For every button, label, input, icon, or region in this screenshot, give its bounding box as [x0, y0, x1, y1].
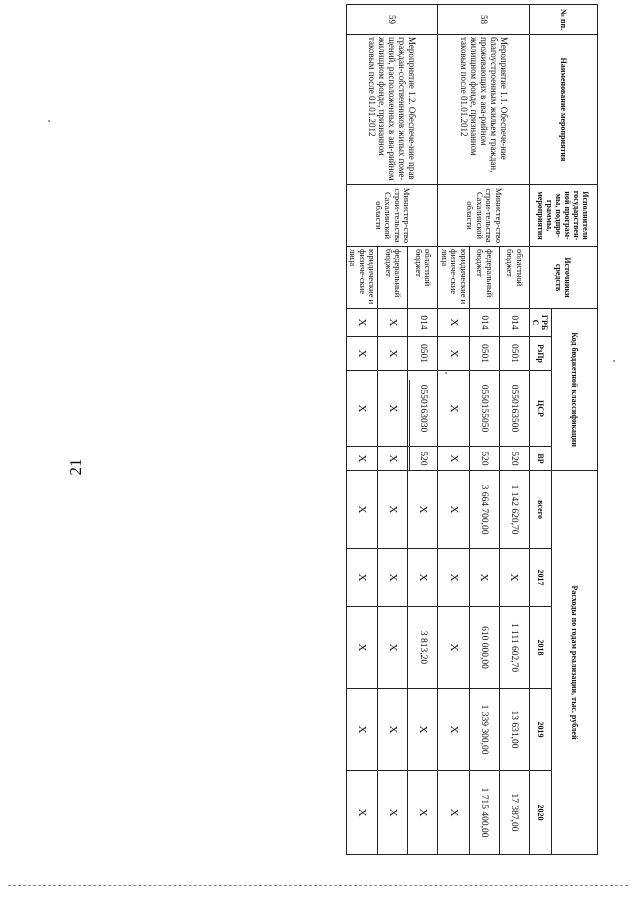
cell-grbs: 014: [500, 309, 530, 337]
cell-2019: X: [408, 689, 438, 771]
header-executor: Исполнители государствен-ной програм-мы, подпро-граммы, мероприятия: [530, 185, 598, 247]
header-vr: ВР: [530, 447, 552, 471]
funding-source: областной бюджет: [500, 247, 530, 309]
cell-2020: 1 715 400,00: [470, 771, 500, 855]
cell-2019: X: [378, 689, 408, 771]
cell-csr: 0550163030: [408, 371, 438, 447]
cell-2019: 1 339 300,00: [470, 689, 500, 771]
activity-name: Мероприятие 1.2. Обеспече-ние прав граждан-собственников жилых поме-щений, расположенных в ава-рийном жилищном фонде, признанном таковым после 01.01.2012: [347, 35, 439, 185]
cell-vr: 520: [470, 447, 500, 471]
cell-vr: X: [438, 447, 470, 471]
header-expense-group: Расходы по годам реализации, тыс. рублей: [552, 471, 598, 855]
budget-table: [346, 4, 598, 855]
header-row-1: [552, 5, 598, 855]
table-row: [408, 5, 438, 855]
cell-2017: X: [378, 549, 408, 607]
header-total: всего: [530, 471, 552, 549]
cell-2018: X: [378, 607, 408, 689]
cell-rzpr: 0501: [408, 337, 438, 371]
cell-total: X: [438, 471, 470, 549]
funding-source: юридические и физиче-ские лица: [438, 247, 470, 309]
cell-total: X: [378, 471, 408, 549]
cell-csr: 0550155050: [470, 371, 500, 447]
scan-speck: [613, 360, 615, 362]
funding-source: юридические и физиче-ские лица: [347, 247, 379, 309]
cell-rzpr: X: [347, 337, 379, 371]
activity-num: 58: [438, 5, 530, 35]
header-grbs: ГРБ С: [530, 309, 552, 337]
cell-total: 1 142 620,70: [500, 471, 530, 549]
cell-vr: X: [378, 447, 408, 471]
cell-2020: X: [347, 771, 379, 855]
cell-2020: X: [438, 771, 470, 855]
cell-grbs: X: [378, 309, 408, 337]
cell-2017: X: [347, 549, 379, 607]
cell-2017: X: [500, 549, 530, 607]
cell-total: X: [347, 471, 379, 549]
activity-executor: Министер-ство строи-тельства Сахалинской области: [347, 185, 439, 247]
cell-2017: X: [470, 549, 500, 607]
cell-csr: X: [378, 371, 408, 447]
cell-2017: X: [408, 549, 438, 607]
scan-edge-line: [8, 885, 628, 886]
activity-num: 59: [347, 5, 439, 35]
cell-2020: X: [408, 771, 438, 855]
cell-grbs: X: [438, 309, 470, 337]
activity-executor: Министер-ство строи-тельства Сахалинской области: [438, 185, 530, 247]
cell-2018: 610 000,00: [470, 607, 500, 689]
header-rzpr: РзПр: [530, 337, 552, 371]
header-num: № пп.: [530, 5, 598, 35]
cell-2018: X: [347, 607, 379, 689]
cell-vr: X: [347, 447, 379, 471]
header-code-group: Код бюджетной классификации: [552, 309, 598, 471]
header-source: Источники средств: [530, 247, 598, 309]
cell-total: 3 664 700,00: [470, 471, 500, 549]
funding-source: федеральный бюджет: [378, 247, 408, 309]
cell-grbs: X: [347, 309, 379, 337]
cell-2017: X: [438, 549, 470, 607]
cell-2019: X: [347, 689, 379, 771]
cell-grbs: 014: [408, 309, 438, 337]
budget-table-rotated: [348, 4, 598, 854]
cell-2018: 1 111 602,70: [500, 607, 530, 689]
cell-vr: 520: [408, 447, 438, 471]
cell-grbs: 014: [470, 309, 500, 337]
cell-total: X: [408, 471, 438, 549]
page-number: 21: [66, 458, 85, 476]
scan-speck: [48, 120, 50, 122]
cell-csr: 0550163500: [500, 371, 530, 447]
cell-2020: 17 387,00: [500, 771, 530, 855]
cell-2020: X: [378, 771, 408, 855]
cell-2019: 13 631,00: [500, 689, 530, 771]
cell-rzpr: X: [378, 337, 408, 371]
funding-source: областной бюджет: [408, 247, 438, 309]
cell-csr: X: [347, 371, 379, 447]
funding-source: федеральный бюджет: [470, 247, 500, 309]
activity-name: Мероприятие 1.1. Обеспече-ние благоустроенным жильем граждан, проживающих в ава-рийном жилищном фонде, признанном таковым после 01.01.2012: [438, 35, 530, 185]
header-name: Наименование мероприятия: [530, 35, 598, 185]
cell-rzpr: 0501: [470, 337, 500, 371]
cell-csr: X: [438, 371, 470, 447]
cell-rzpr: 0501: [500, 337, 530, 371]
header-2019: 2019: [530, 689, 552, 771]
cell-vr: 520: [500, 447, 530, 471]
header-2017: 2017: [530, 549, 552, 607]
cell-2019: X: [438, 689, 470, 771]
cell-2018: 3 813,20: [408, 607, 438, 689]
header-2018: 2018: [530, 607, 552, 689]
table-row: [500, 5, 530, 855]
cell-rzpr: X: [438, 337, 470, 371]
header-2020: 2020: [530, 771, 552, 855]
cell-2018: X: [438, 607, 470, 689]
header-csr: ЦСР: [530, 371, 552, 447]
